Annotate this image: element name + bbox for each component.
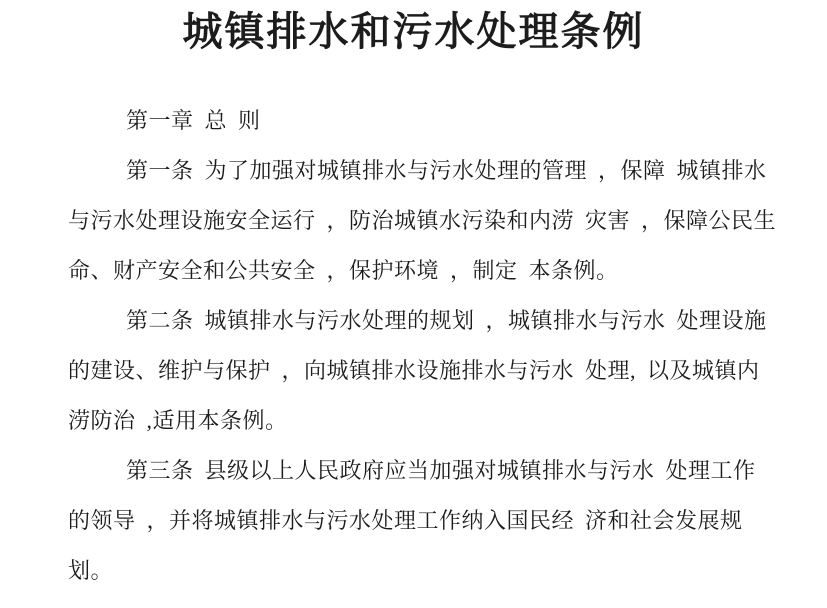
article-3-line-2: 的领导 ，并将城镇排水与污水处理工作纳入国民经 济和社会发展规 — [68, 508, 743, 533]
document-body — [68, 96, 777, 596]
article-2-line-3: 涝防治 ,适用本条例。 — [68, 408, 288, 433]
article-3-line-1: 第三条 县级以上人民政府应当加强对城镇排水与污水 处理工作 — [126, 458, 756, 483]
article-2-line-1: 第二条 城镇排水与污水处理的规划 ，城镇排水与污水 处理设施 — [126, 308, 767, 333]
article-3-line-3: 划。 — [68, 558, 114, 583]
chapter-heading: 第一章 总 则 — [126, 108, 261, 133]
document-title: 城镇排水和污水处理条例 — [182, 9, 645, 54]
article-2-line-2: 的建设、维护与保护 ，向城镇排水设施排水与污水 处理, 以及城镇内 — [68, 358, 760, 383]
article-1-line-2: 与污水处理设施安全运行 ，防治城镇水污染和内涝 灾害 ，保障公民生 — [68, 208, 777, 233]
article-1-line-3: 命、财产安全和公共安全 ，保护环境 ，制定 本条例。 — [68, 258, 619, 283]
article-1-line-1: 第一条 为了加强对城镇排水与污水处理的管理 ，保障 城镇排水 — [126, 158, 767, 183]
